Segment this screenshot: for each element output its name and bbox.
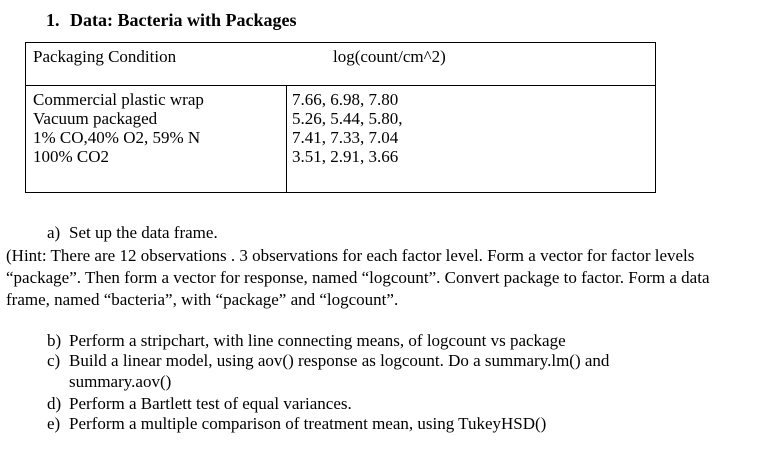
condition-item: 1% CO,40% O2, 59% N [33, 128, 201, 147]
hint-line: (Hint: There are 12 observations . 3 observations for each factor level. Form a vector for factor levels [6, 246, 695, 265]
task-text: summary.aov() [69, 372, 172, 391]
task-label: a) [47, 223, 61, 242]
task-label: c) [47, 351, 61, 370]
hint-line: “package”. Then form a vector for response, named “logcount”. Convert package to factor. Form a data [6, 268, 710, 287]
task-e [47, 413, 546, 434]
condition-item: Vacuum packaged [33, 109, 158, 128]
task-label: e) [47, 414, 61, 433]
table-header-row [26, 43, 655, 86]
task-d [47, 393, 352, 414]
hint-paragraph [6, 245, 770, 311]
column-divider [286, 86, 287, 192]
header-log-count: log(count/cm^2) [333, 47, 446, 66]
task-text: Perform a multiple comparison of treatment mean, using TukeyHSD() [69, 414, 547, 433]
task-a [47, 222, 218, 243]
section-heading [46, 10, 296, 31]
task-c [47, 350, 609, 371]
values-item: 5.26, 5.44, 5.80, [292, 109, 403, 128]
values-item: 3.51, 2.91, 3.66 [292, 147, 399, 166]
task-text: Perform a stripchart, with line connecting means, of logcount vs package [69, 331, 566, 350]
task-text: Build a linear model, using aov() response as logcount. Do a summary.lm() and [69, 351, 610, 370]
condition-item: Commercial plastic wrap [33, 90, 204, 109]
hint-line: frame, named “bacteria”, with “package” and “logcount”. [6, 290, 399, 309]
values-item: 7.66, 6.98, 7.80 [292, 90, 399, 109]
values-item: 7.41, 7.33, 7.04 [292, 128, 399, 147]
task-label: d) [47, 394, 62, 413]
task-label: b) [47, 331, 62, 350]
section-number: 1. [46, 10, 60, 30]
condition-item: 100% CO2 [33, 147, 110, 166]
task-c-continuation [69, 371, 171, 392]
bacteria-data-table [25, 42, 656, 193]
task-text: Perform a Bartlett test of equal variances. [69, 394, 352, 413]
values-cell [292, 90, 403, 166]
section-title: Data: Bacteria with Packages [70, 10, 297, 30]
task-b [47, 330, 566, 351]
condition-cell [33, 90, 204, 166]
header-packaging-condition: Packaging Condition [33, 47, 177, 66]
task-text: Set up the data frame. [69, 223, 218, 242]
